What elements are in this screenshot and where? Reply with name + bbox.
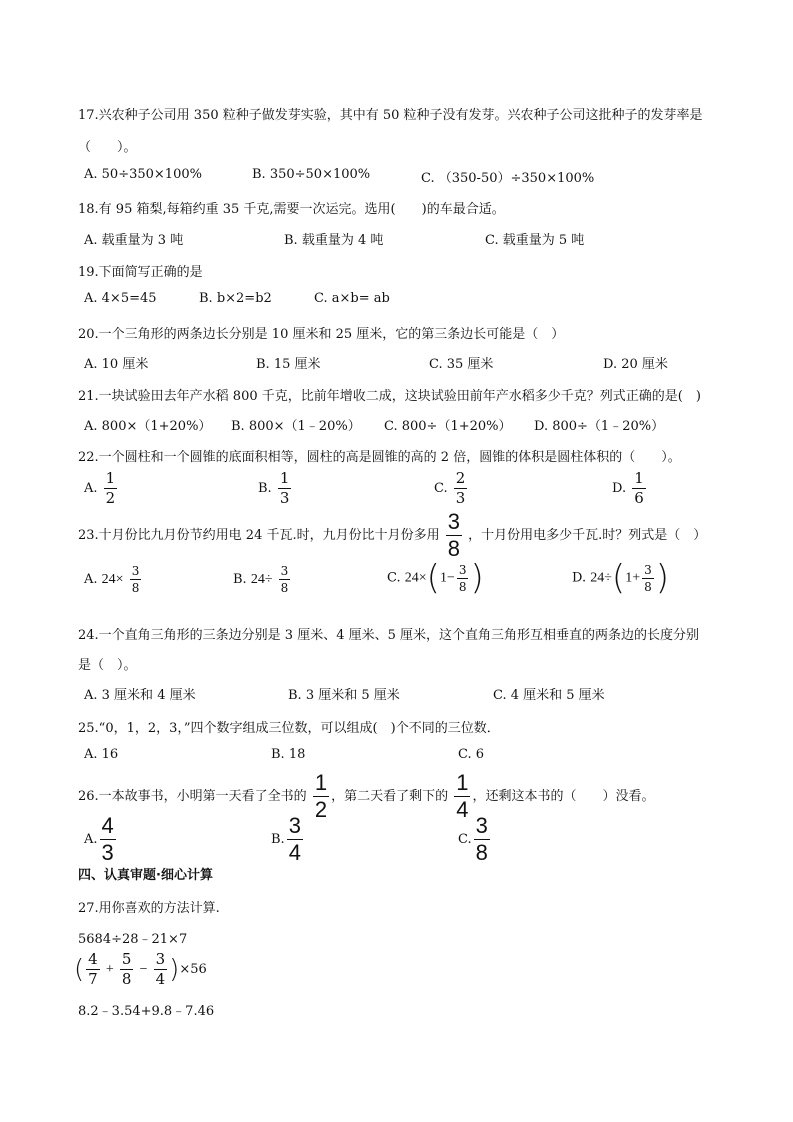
q17-option-b: B. 350÷50×100% xyxy=(252,167,371,182)
q19-stem: 19.下面简写正确的是 xyxy=(78,265,203,280)
q22-option-c: C. $\frac{2}{3}$ xyxy=(434,469,466,507)
q23-stem: 23.十月份比九月份节约用电 24 千瓦.时，九月份比十月份多用 $\frac{3}{8}$ ，十月份用电多少千瓦.时？列式是（ ） xyxy=(78,509,707,561)
q19-option-a: A. 4×5=45 xyxy=(84,291,157,306)
q22-option-b: B. $\frac{1}{3}$ xyxy=(258,469,290,507)
q18-option-a: A. 载重量为 3 吨 xyxy=(84,233,184,248)
q26-option-b: B. $\frac{3}{4}$ xyxy=(271,813,301,865)
q25-option-a: A. 16 xyxy=(84,747,119,762)
q17-option-c: C. （350-50）÷350×100% xyxy=(421,171,595,186)
q19-option-b: B. b×2=b2 xyxy=(199,291,272,306)
q23-option-a: A. 24× $\frac{3}{8}$ xyxy=(84,564,140,595)
q27-expr-1: 5684÷28﹣21×7 xyxy=(78,932,188,947)
q25-option-b: B. 18 xyxy=(271,747,306,762)
q24-option-c: C. 4 厘米和 5 厘米 xyxy=(493,688,605,703)
q24-option-a: A. 3 厘米和 4 厘米 xyxy=(84,688,196,703)
q20-option-b: B. 15 厘米 xyxy=(256,357,321,372)
q26-option-a: A. $\frac{4}{3}$ xyxy=(84,813,114,865)
q24-stem-line2: 是（ ）。 xyxy=(78,658,137,673)
q26-stem: 26.一本故事书，小明第一天看了全书的 $\frac{1}{2}$ ，第二天看了剩下的 $\frac{1}{4}$ ，还剩这本书的（ ）没看。 xyxy=(78,770,655,822)
q21-stem: 21.一块试验田去年产水稻 800 千克，比前年增收二成，这块试验田前年产水稻多少千克？列式正确的是( ) xyxy=(78,389,701,404)
q26-option-c: C. $\frac{3}{8}$ xyxy=(458,813,488,865)
q25-option-c: C. 6 xyxy=(458,747,485,762)
q24-option-b: B. 3 厘米和 5 厘米 xyxy=(288,688,400,703)
section-heading: 四、认真审题·细心计算 xyxy=(78,868,213,883)
q25-stem: 25.“0，1，2，3，”四个数字组成三位数，可以组成( )个不同的三位数． xyxy=(78,721,500,736)
q27-stem: 27.用你喜欢的方法计算. xyxy=(78,901,220,916)
q27-expr-2: ( $\frac{4}{7}$ + $\frac{5}{8}$ − $\frac{3}{4}$ )×56 xyxy=(74,950,207,988)
q24-stem-line1: 24.一个直角三角形的三条边分别是 3 厘米、4 厘米、5 厘米，这个直角三角形互相垂直的两条边的长度分别 xyxy=(78,628,700,643)
q19-option-c: C. a×b= ab xyxy=(314,291,390,306)
q18-stem: 18.有 95 箱梨,每箱约重 35 千克,需要一次运完。选用( )的车最合适。 xyxy=(78,202,505,217)
q27-expr-3: 8.2﹣3.54+9.8﹣7.46 xyxy=(78,1004,215,1019)
q17-stem-line2: （ ）。 xyxy=(78,140,137,155)
q22-option-a: A. $\frac{1}{2}$ xyxy=(84,469,116,507)
q20-option-c: C. 35 厘米 xyxy=(429,357,494,372)
q23-option-c: C. 24×(1− $\frac{3}{8}$ ) xyxy=(387,558,484,598)
q17-option-a: A. 50÷350×100% xyxy=(84,167,202,182)
q21-option-a: A. 800×（1+20%） xyxy=(84,419,212,434)
q22-option-d: D. $\frac{1}{6}$ xyxy=(612,469,644,507)
q21-option-b: B. 800×（1﹣20%） xyxy=(231,419,361,434)
q20-option-d: D. 20 厘米 xyxy=(603,357,668,372)
q21-option-c: C. 800÷（1+20%） xyxy=(384,419,512,434)
q18-option-c: C. 载重量为 5 吨 xyxy=(485,233,585,248)
q21-option-d: D. 800÷（1﹣20%） xyxy=(534,419,665,434)
q20-option-a: A. 10 厘米 xyxy=(84,357,149,372)
q20-stem: 20.一个三角形的两条边长分别是 10 厘米和 25 厘米，它的第三条边长可能是（ ） xyxy=(78,327,565,342)
q23-option-d: D. 24÷(1+ $\frac{3}{8}$ ) xyxy=(572,558,669,598)
q22-stem: 22.一个圆柱和一个圆锥的底面积相等，圆柱的高是圆锥的高的 2 倍，圆锥的体积是圆柱体积的（ ）。 xyxy=(78,450,681,465)
q18-option-b: B. 载重量为 4 吨 xyxy=(284,233,384,248)
q23-option-b: B. 24÷ $\frac{3}{8}$ xyxy=(233,564,289,595)
q17-stem-line1: 17.兴农种子公司用 350 粒种子做发芽实验，其中有 50 粒种子没有发芽。兴农种子公司这批种子的发芽率是 xyxy=(78,108,703,123)
